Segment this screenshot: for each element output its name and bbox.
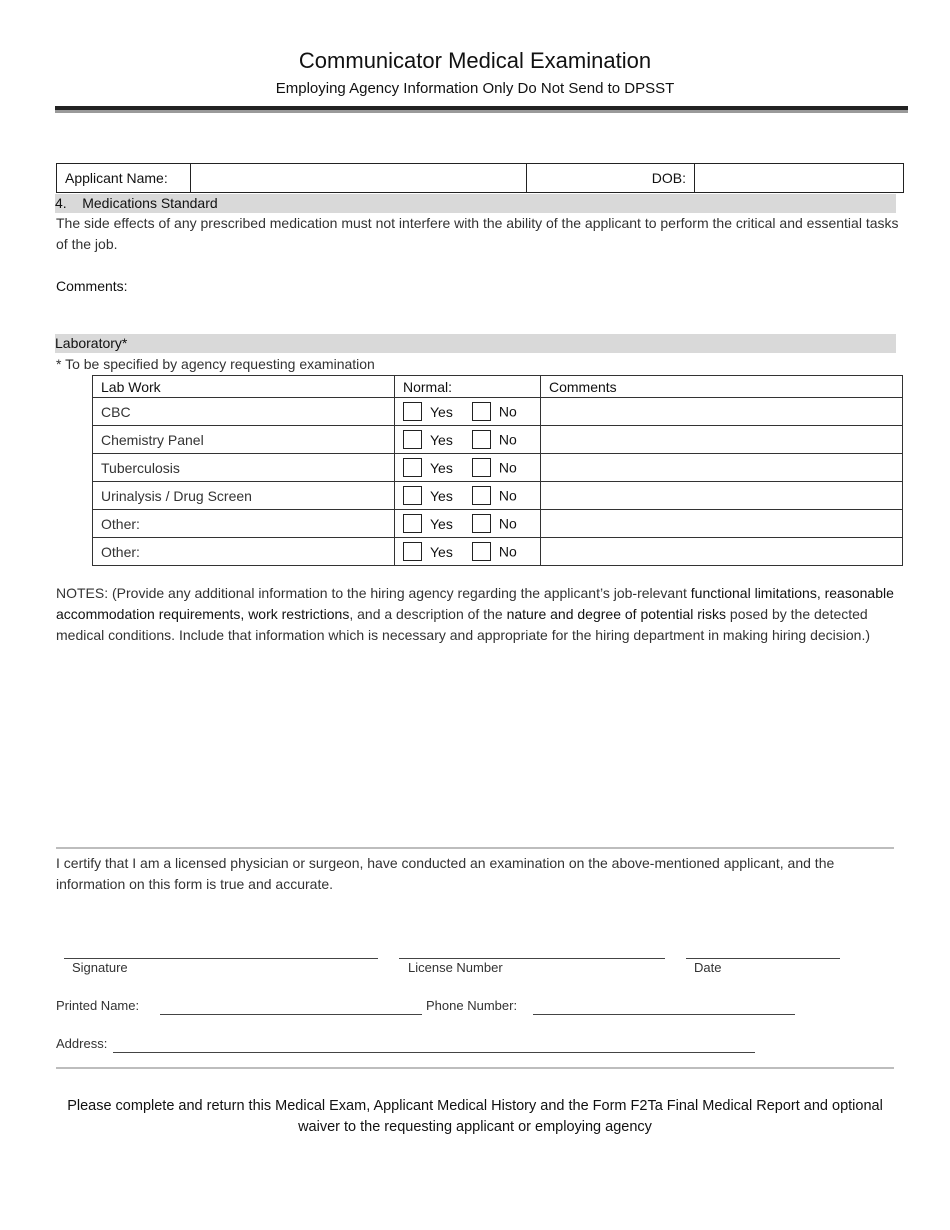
no-label: No	[498, 431, 517, 448]
no-checkbox[interactable]	[472, 486, 491, 505]
notes-paragraph: NOTES: (Provide any additional information to the hiring agency regarding the applicant’s job-relevant functional limitations, reasonable accommodation requirements, work restrictions, and a description of the nature and degree of potential risks posed by the detected medical conditions. Include that information which is necessary and appropriate for the hiring department in making hiring decision.)	[56, 585, 894, 643]
col-normal: Normal:	[395, 376, 541, 398]
no-label: No	[498, 403, 517, 420]
address-line[interactable]	[113, 1052, 755, 1053]
normal-cell	[395, 426, 541, 454]
applicant-info-row	[56, 163, 904, 193]
page-title: Communicator Medical Examination	[298, 48, 652, 73]
lab-table-header	[93, 376, 903, 398]
table-row	[93, 398, 903, 426]
signature-label: Signature	[72, 960, 128, 975]
no-label: No	[498, 515, 517, 532]
phone-number-label: Phone Number:	[426, 998, 518, 1013]
comments-cell[interactable]	[541, 454, 903, 482]
comments-cell[interactable]	[541, 482, 903, 510]
laboratory-note: * To be specified by agency requesting examination	[56, 356, 375, 372]
page-subtitle: Employing Agency Information Only Do Not Send to DPSST	[275, 80, 675, 97]
normal-cell	[395, 538, 541, 566]
lab-name: Other:	[93, 538, 395, 566]
notes-emphasis-1: functional limitations, reasonable accommodation requirements, work restrictions	[56, 585, 894, 622]
header-divider-shadow	[55, 110, 908, 113]
yes-checkbox[interactable]	[403, 458, 422, 477]
footer-instructions: Please complete and return this Medical Exam, Applicant Medical History and the Form F2Ta Final Medical Report and optional waiver to the requesting applicant or employing agency	[67, 1098, 883, 1135]
license-number-label: License Number	[408, 960, 503, 975]
comments-cell[interactable]	[541, 538, 903, 566]
printed-name-line[interactable]	[160, 1014, 422, 1015]
yes-label: Yes	[430, 459, 453, 476]
medications-text: The side effects of any prescribed medication must not interfere with the ability of the applicant to perform the critical and essential tasks of the job.	[56, 215, 899, 252]
table-row	[93, 454, 903, 482]
yes-checkbox[interactable]	[403, 514, 422, 533]
table-row	[93, 426, 903, 454]
lab-name: CBC	[93, 398, 395, 426]
comments-cell[interactable]	[541, 398, 903, 426]
yes-checkbox[interactable]	[403, 430, 422, 449]
license-number-line[interactable]	[399, 958, 665, 959]
col-comments: Comments	[541, 376, 903, 398]
normal-cell	[395, 454, 541, 482]
no-checkbox[interactable]	[472, 402, 491, 421]
lab-name: Urinalysis / Drug Screen	[93, 482, 395, 510]
no-label: No	[498, 487, 517, 504]
yes-label: Yes	[430, 487, 453, 504]
lab-name: Other:	[93, 510, 395, 538]
yes-checkbox[interactable]	[403, 402, 422, 421]
signature-line[interactable]	[64, 958, 378, 959]
table-row	[93, 482, 903, 510]
phone-number-line[interactable]	[533, 1014, 795, 1015]
footer-divider	[56, 1067, 894, 1069]
yes-label: Yes	[430, 543, 453, 560]
normal-cell	[395, 398, 541, 426]
lab-name: Chemistry Panel	[93, 426, 395, 454]
notes-emphasis-2: nature and degree of potential risks	[506, 606, 727, 622]
no-checkbox[interactable]	[472, 430, 491, 449]
col-lab-work: Lab Work	[93, 376, 395, 398]
yes-label: Yes	[430, 431, 453, 448]
normal-cell	[395, 482, 541, 510]
no-label: No	[498, 543, 517, 560]
comments-cell[interactable]	[541, 510, 903, 538]
date-line[interactable]	[686, 958, 840, 959]
comments-label: Comments:	[56, 278, 128, 294]
printed-name-label: Printed Name:	[56, 998, 140, 1013]
applicant-name-field[interactable]	[191, 164, 527, 192]
laboratory-heading: Laboratory*	[55, 334, 896, 353]
no-checkbox[interactable]	[472, 514, 491, 533]
medications-heading: 4. Medications Standard	[55, 194, 896, 213]
normal-cell	[395, 510, 541, 538]
date-label: Date	[694, 960, 722, 975]
no-checkbox[interactable]	[472, 458, 491, 477]
certification-divider	[56, 847, 894, 849]
yes-checkbox[interactable]	[403, 542, 422, 561]
lab-work-table	[92, 375, 903, 566]
table-row	[93, 538, 903, 566]
dob-field[interactable]	[695, 164, 903, 192]
no-label: No	[498, 459, 517, 476]
certification-text: I certify that I am a licensed physician or surgeon, have conducted an examination on the above-mentioned applicant, and the information on this form is true and accurate.	[56, 855, 835, 892]
applicant-name-label: Applicant Name:	[57, 164, 191, 192]
table-row	[93, 510, 903, 538]
yes-label: Yes	[430, 515, 453, 532]
dob-label: DOB:	[527, 164, 695, 192]
no-checkbox[interactable]	[472, 542, 491, 561]
comments-cell[interactable]	[541, 426, 903, 454]
address-label: Address:	[56, 1036, 108, 1051]
lab-name: Tuberculosis	[93, 454, 395, 482]
yes-label: Yes	[430, 403, 453, 420]
yes-checkbox[interactable]	[403, 486, 422, 505]
